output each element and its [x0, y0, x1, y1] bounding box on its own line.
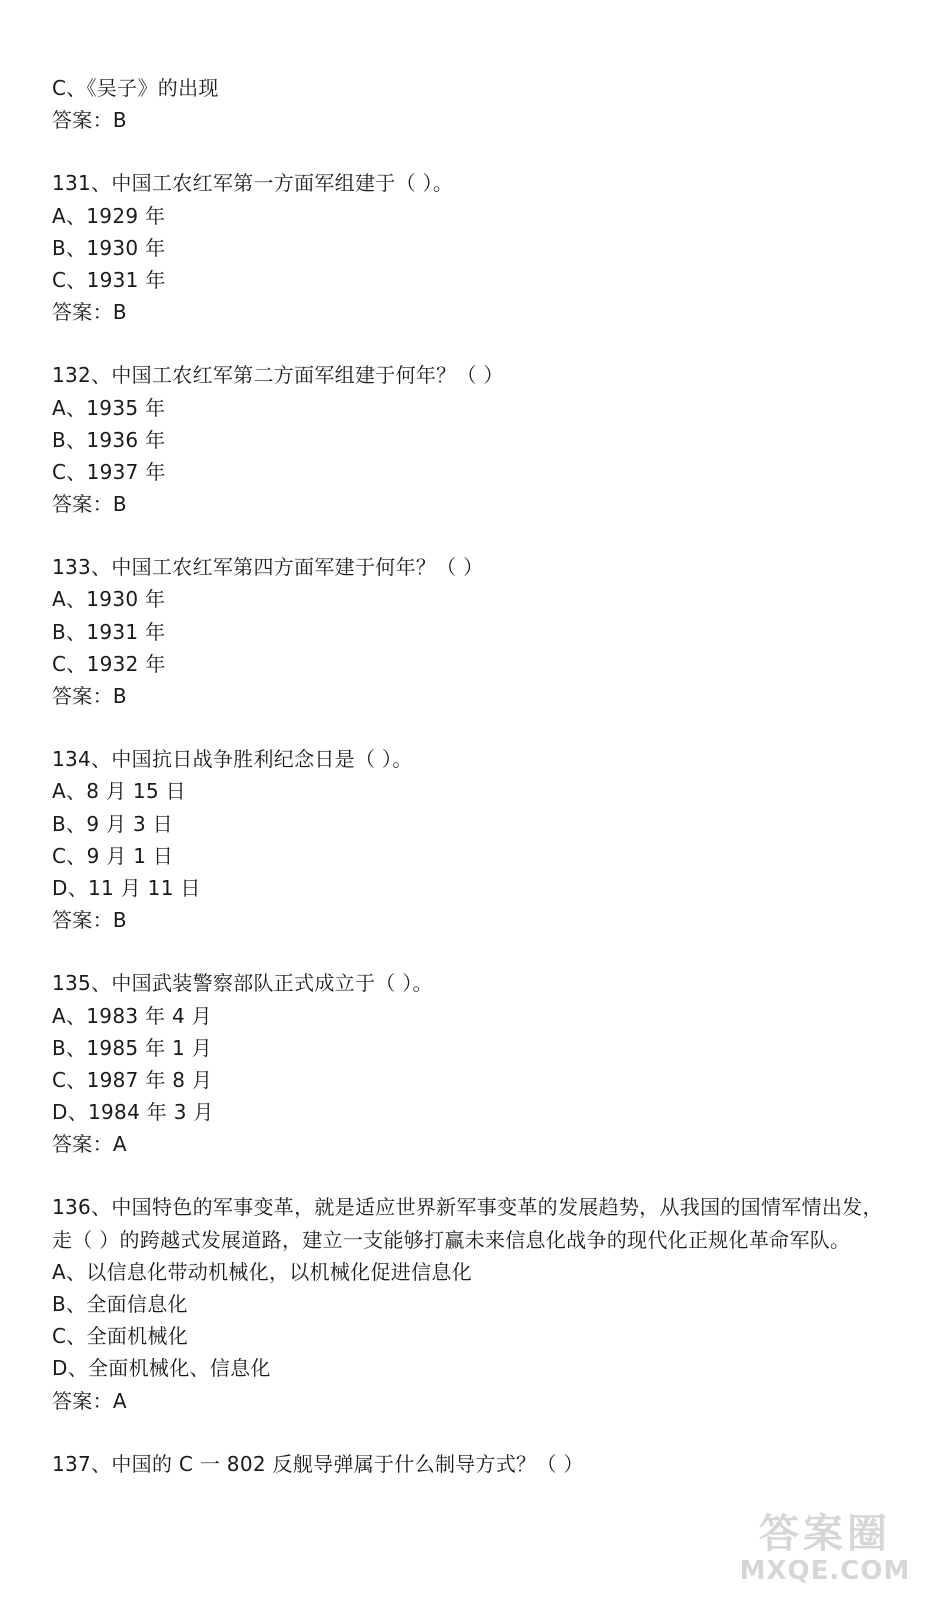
option-line: A、以信息化带动机械化，以机械化促进信息化 — [52, 1259, 472, 1284]
question-134: 134、中国抗日战争胜利纪念日是（ ）。 — [52, 747, 413, 772]
watermark-logo-text: 答案圈 — [759, 1511, 891, 1557]
question-137: 137、中国的 C 一 802 反舰导弹属于什么制导方式？（ ） — [52, 1451, 584, 1476]
option-line: A、1935 年 — [52, 395, 166, 420]
option-line: B、9 月 3 日 — [52, 811, 173, 836]
answer-line: 答案：A — [52, 1388, 127, 1413]
option-line: C、全面机械化 — [52, 1324, 189, 1349]
option-line: D、全面机械化、信息化 — [52, 1356, 271, 1381]
watermark — [730, 1512, 920, 1586]
option-line: D、11 月 11 日 — [52, 875, 201, 900]
answer-line: 答案：B — [52, 300, 127, 325]
question-133: 133、中国工农红军第四方面军建于何年？（ ） — [52, 555, 484, 580]
answer-line: 答案：B — [52, 684, 127, 708]
spacer — [52, 1160, 922, 1191]
question-135: 135、中国武装警察部队正式成立于（ ）。 — [52, 971, 433, 996]
option-line: C、1932 年 — [52, 651, 166, 676]
document-page — [52, 72, 922, 1480]
answer-line: 答案：B — [52, 492, 127, 517]
spacer — [52, 520, 922, 551]
option-line: B、全面信息化 — [52, 1292, 188, 1316]
option-line: C、1987 年 8 月 — [52, 1067, 213, 1092]
question-132: 132、中国工农红军第二方面军组建于何年？（ ） — [52, 363, 504, 388]
option-line: C、9 月 1 日 — [52, 843, 174, 868]
text-line: C、《吴子》的出现 — [52, 76, 219, 100]
answer-line: 答案：A — [52, 1132, 127, 1157]
option-line: A、1983 年 4 月 — [52, 1003, 212, 1028]
answer-line: 答案：B — [52, 908, 127, 933]
option-line: B、1985 年 1 月 — [52, 1035, 213, 1060]
option-line: B、1936 年 — [52, 427, 166, 452]
option-line: D、1984 年 3 月 — [52, 1100, 214, 1125]
answer-line: 答案：B — [52, 108, 127, 133]
question-136-part-2: 走（ ）的跨越式发展道路，建立一支能够打赢未来信息化战争的现代化正规化革命军队。 — [52, 1227, 851, 1252]
option-line: A、1929 年 — [52, 203, 166, 228]
option-line: C、1937 年 — [52, 459, 166, 484]
question-131: 131、中国工农红军第一方面军组建于（ ）。 — [52, 171, 454, 196]
option-line: A、1930 年 — [52, 587, 166, 612]
spacer — [52, 936, 922, 967]
spacer — [52, 712, 922, 743]
question-136-part-1: 136、中国特色的军事变革，就是适应世界新军事变革的发展趋势，从我国的国情军情出发， — [52, 1195, 883, 1220]
option-line: C、1931 年 — [52, 267, 166, 292]
option-line: A、8 月 15 日 — [52, 779, 186, 804]
option-line: B、1931 年 — [52, 619, 166, 644]
option-line: B、1930 年 — [52, 235, 166, 260]
watermark-site-text: MXQE.COM — [739, 1556, 911, 1586]
spacer — [52, 136, 922, 167]
spacer — [52, 1417, 922, 1448]
spacer — [52, 328, 922, 359]
